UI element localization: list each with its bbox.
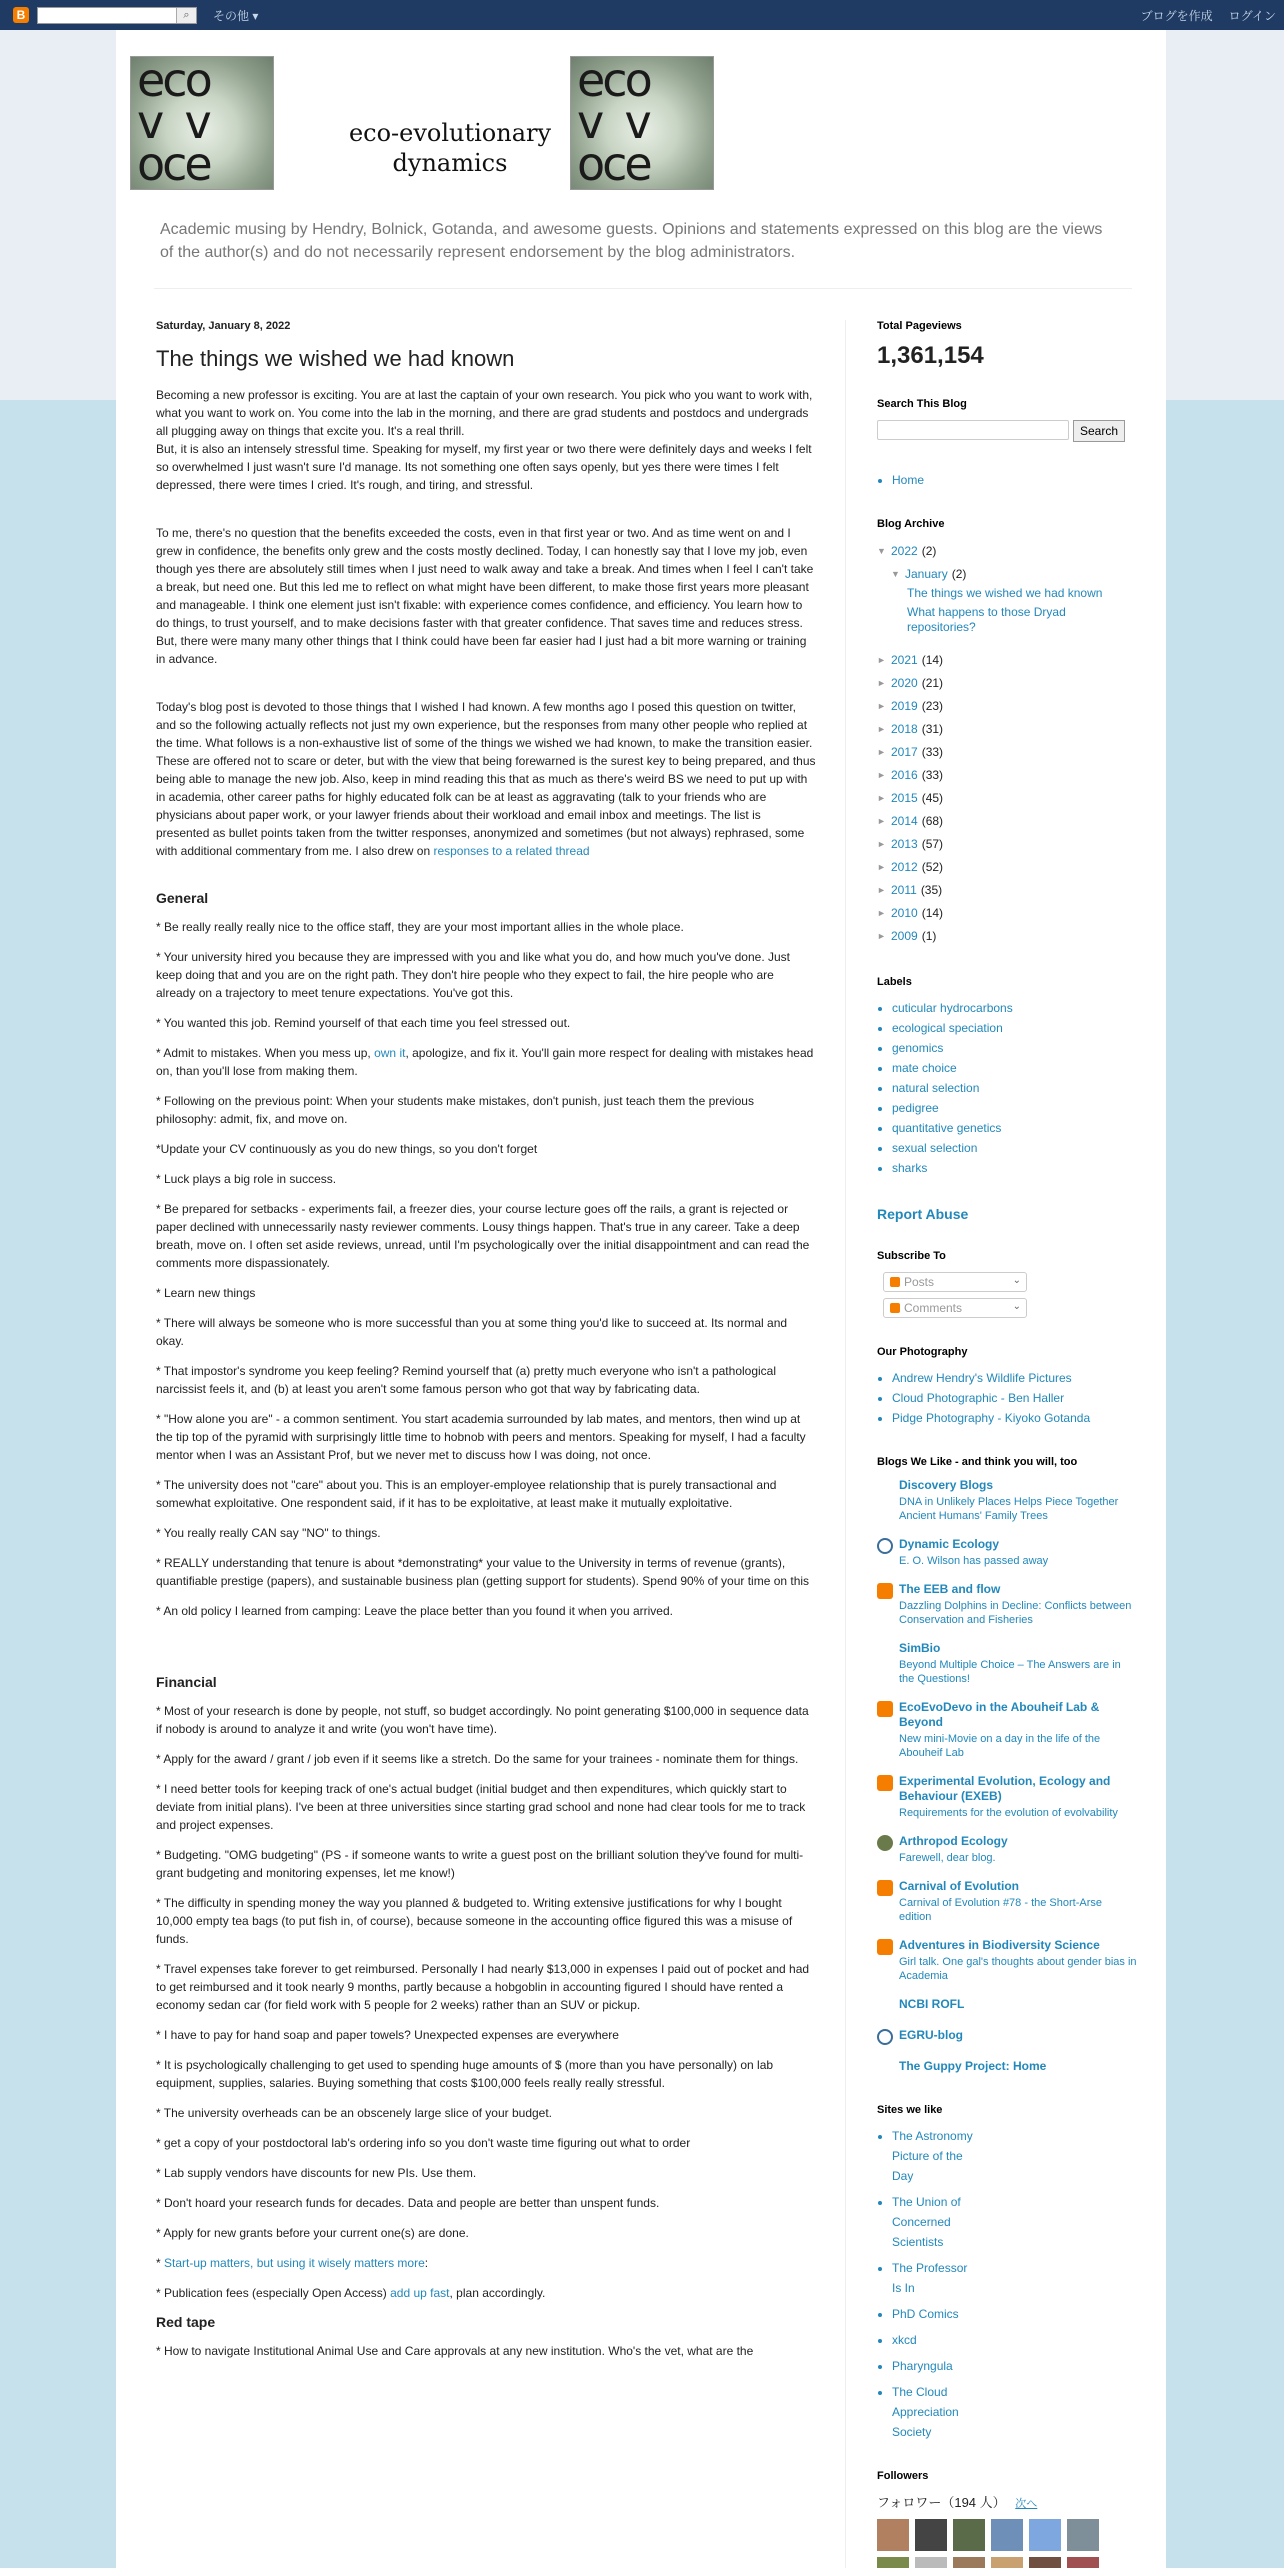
archive-count: (14) bbox=[921, 906, 944, 920]
followers-count bbox=[877, 2492, 1137, 2511]
widget-title: Search This Blog bbox=[877, 398, 967, 410]
search-button[interactable]: Search bbox=[1073, 420, 1125, 442]
post-paragraph: * Budgeting. "OMG budgeting" (PS - if someone wants to write a guest post on the brilliant solution they've found for multi-grant budgeting and monitoring expenses, let me know!) bbox=[156, 1848, 804, 1880]
post-paragraph: * Be prepared for setbacks - experiments fail, a freezer dies, your course lecture goes off the rails, a grant is rejected or paper declined with unnecessarily nasty reviewer comments. Lousy things happen. That's true in any career. Take a deep breath, move on. I often set aside reviews, unread, until I'm psychologically over the initial disappointment and can read the comments more dispassionately. bbox=[156, 1202, 810, 1270]
widget-title: Labels bbox=[877, 976, 912, 988]
post-paragraph: * You wanted this job. Remind yourself of that each time you feel stressed out. bbox=[156, 1016, 571, 1030]
post-paragraph: * I need better tools for keeping track of one's actual budget (initial budget and then expenditures, which quickly start to deviate from initial plans). I've been at three universities since starting grad school and none had clear tools for me to track and project expenses. bbox=[156, 1782, 806, 1832]
site-link[interactable]: • The Union of Concerned Scientists bbox=[892, 2192, 977, 2252]
sites-list bbox=[877, 2126, 1137, 2442]
dropdown-label: Comments bbox=[904, 1301, 963, 1315]
blog-title[interactable]: eco-evolutionary dynamics bbox=[348, 119, 552, 177]
post-paragraph bbox=[156, 698, 816, 860]
blog-description: Academic musing by Hendry, Bolnick, Gotanda, and awesome guests. Opinions and statements expressed on this blog are the views of the author(s) and do not necessarily represent endorsement by the blog administrators. bbox=[160, 221, 1103, 261]
archive-year-link[interactable]: 2022 bbox=[891, 544, 918, 558]
blog-search-input[interactable] bbox=[877, 420, 1069, 440]
follower-avatar[interactable] bbox=[991, 2519, 1023, 2551]
site-link[interactable]: • PhD Comics bbox=[892, 2304, 977, 2324]
search-icon[interactable]: ⌕ bbox=[176, 8, 196, 23]
archive-year-link[interactable]: 2011 bbox=[891, 883, 917, 897]
blogger-icon bbox=[877, 1701, 893, 1717]
blog-list-text bbox=[899, 2059, 1046, 2076]
photography-link[interactable]: • Cloud Photographic - Ben Haller bbox=[892, 1388, 1137, 1408]
blog-list-item bbox=[877, 1879, 1137, 1924]
post-paragraph bbox=[156, 2254, 816, 2272]
archive-count: (21) bbox=[921, 676, 944, 690]
blog-list-item bbox=[877, 2059, 1137, 2076]
archive-count: (33) bbox=[921, 745, 944, 759]
blog-latest-post-link[interactable]: Dazzling Dolphins in Decline: Conflicts between Conservation and Fisheries bbox=[899, 1600, 1132, 1626]
blog-list-item bbox=[877, 1997, 1137, 2014]
archive-count: (2) bbox=[951, 567, 967, 581]
collapsed-arrow-icon[interactable]: ► bbox=[877, 908, 886, 918]
add-up-fast-link[interactable]: add up fast bbox=[390, 2286, 450, 2300]
chevron-down-icon: ⌄ bbox=[1012, 1275, 1021, 1286]
sidebar bbox=[877, 320, 1137, 2568]
archive-count: (1) bbox=[921, 929, 937, 943]
post-paragraph: * I have to pay for hand soap and paper towels? Unexpected expenses are everywhere bbox=[156, 2028, 619, 2042]
blog-header bbox=[130, 56, 1146, 204]
post-paragraph: * Your university hired you because they are impressed with you and like what you do, and how much you've done. Just keep doing that and you are on the right path. They don't hire people who they expect to fail, the hire people who are already on a trajectory to meet tenure expectations. You've got this. bbox=[156, 950, 790, 1000]
site-favicon-icon bbox=[877, 1835, 893, 1851]
blog-latest-post-link[interactable]: E. O. Wilson has passed away bbox=[899, 1555, 1049, 1567]
widget-title: Total Pageviews bbox=[877, 320, 962, 332]
follower-avatar[interactable] bbox=[1029, 2557, 1061, 2568]
paragraph-text: , plan accordingly. bbox=[449, 2286, 546, 2300]
paragraph-text: : bbox=[424, 2256, 429, 2270]
archive-count: (57) bbox=[921, 837, 944, 851]
archive-year-link[interactable]: 2014 bbox=[891, 814, 918, 828]
blog-list-text bbox=[899, 1478, 1137, 1523]
blog-list-text bbox=[899, 1997, 964, 2014]
blog-list-text bbox=[899, 1938, 1137, 1983]
blog-latest-post-link[interactable]: Beyond Multiple Choice – The Answers are in the Questions! bbox=[899, 1659, 1121, 1685]
blogger-icon bbox=[877, 1880, 893, 1896]
blogger-icon bbox=[877, 1583, 893, 1599]
photography-link[interactable]: • Andrew Hendry's Wildlife Pictures bbox=[892, 1368, 1137, 1388]
label-link[interactable]: • genomics bbox=[892, 1038, 1137, 1058]
archive-year-link[interactable]: 2016 bbox=[891, 768, 918, 782]
subscribe-comments-dropdown[interactable] bbox=[883, 1298, 1027, 1318]
follower-avatars bbox=[877, 2519, 1137, 2568]
archive-count: (68) bbox=[921, 814, 944, 828]
archive-year-row[interactable] bbox=[877, 718, 1137, 741]
collapsed-arrow-icon[interactable]: ► bbox=[877, 655, 886, 665]
blog-title-link[interactable]: The Guppy Project: Home bbox=[899, 2059, 1047, 2073]
wordpress-icon bbox=[877, 1538, 893, 1554]
archive-year-row[interactable] bbox=[877, 902, 1137, 925]
archive-year-link[interactable]: 2017 bbox=[891, 745, 918, 759]
post-body bbox=[156, 386, 816, 2360]
blog-list-text bbox=[899, 1774, 1137, 1820]
blog-latest-post-link[interactable]: Farewell, dear blog. bbox=[899, 1852, 996, 1864]
column-divider bbox=[845, 320, 846, 2568]
financial-list bbox=[156, 1702, 816, 2242]
follower-avatar[interactable] bbox=[877, 2557, 909, 2568]
startup-link[interactable]: Start-up matters, but using it wisely matters more bbox=[164, 2256, 425, 2270]
expanded-arrow-icon[interactable]: ▼ bbox=[877, 546, 886, 556]
related-thread-link[interactable]: responses to a related thread bbox=[433, 844, 590, 858]
pageviews-widget bbox=[877, 320, 1137, 370]
post-paragraph: * Don't hoard your research funds for decades. Data and people are better than unspent funds. bbox=[156, 2196, 660, 2210]
follower-avatar[interactable] bbox=[877, 2519, 909, 2551]
follower-avatar[interactable] bbox=[1029, 2519, 1061, 2551]
collapsed-arrow-icon[interactable]: ► bbox=[877, 885, 886, 895]
archive-year-row[interactable] bbox=[877, 925, 1137, 948]
labels-widget bbox=[877, 976, 1137, 1178]
archive-year-row[interactable] bbox=[877, 649, 1137, 672]
archive-year-row[interactable] bbox=[877, 810, 1137, 833]
feed-icon bbox=[890, 1277, 900, 1287]
report-abuse-link[interactable]: Report Abuse bbox=[877, 1206, 969, 1222]
post-paragraph: * Learn new things bbox=[156, 1286, 256, 1300]
divider bbox=[154, 288, 1132, 289]
follower-avatar[interactable] bbox=[991, 2557, 1023, 2568]
archive-count: (52) bbox=[921, 860, 944, 874]
blog-title-link[interactable]: SimBio bbox=[899, 1641, 941, 1655]
photography-list bbox=[877, 1368, 1137, 1428]
site-link[interactable]: • The Cloud Appreciation Society bbox=[892, 2382, 977, 2442]
post-paragraph: * There will always be someone who is more successful than you at some thing you'd like to succeed at. Its normal and okay. bbox=[156, 1316, 788, 1348]
sites-widget bbox=[877, 2104, 1137, 2442]
site-link[interactable]: • The Professor Is In bbox=[892, 2258, 977, 2298]
blog-title-link[interactable]: EcoEvoDevo in the Abouheif Lab & Beyond bbox=[899, 1700, 1100, 1729]
archive-year-link[interactable]: 2015 bbox=[891, 791, 918, 805]
blog-latest-post-link[interactable]: DNA in Unlikely Places Helps Piece Together Ancient Humans' Family Trees bbox=[899, 1496, 1119, 1522]
archive-count: (31) bbox=[921, 722, 944, 736]
archive-month-link[interactable]: January bbox=[905, 567, 948, 581]
archive-post-link[interactable]: The things we wished we had known bbox=[907, 586, 1103, 600]
blog-title-link[interactable]: Discovery Blogs bbox=[899, 1478, 994, 1492]
site-link[interactable]: • xkcd bbox=[892, 2330, 977, 2350]
blank-icon bbox=[877, 1642, 893, 1658]
archive-year-link[interactable]: 2010 bbox=[891, 906, 918, 920]
blog-list-text bbox=[899, 1537, 1048, 1568]
followers-widget bbox=[877, 2470, 1137, 2568]
post-paragraph: * It is psychologically challenging to get used to spending huge amounts of $ (more than you have personally) on lab equipment, supplies, salaries. Buying something that costs $100,000 feels really really stressful. bbox=[156, 2058, 774, 2090]
blog-title-link[interactable]: The EEB and flow bbox=[899, 1582, 1001, 1596]
archive-count: (33) bbox=[921, 768, 944, 782]
post-paragraph: * An old policy I learned from camping: Leave the place better than you found it when you arrived. bbox=[156, 1604, 673, 1618]
create-blog-link[interactable]: ブログを作成 bbox=[1140, 9, 1213, 23]
pageview-count: 1,361,154 bbox=[877, 342, 984, 369]
section-heading-general: General bbox=[156, 890, 209, 906]
archive-month-january[interactable] bbox=[877, 563, 1137, 586]
more-menu[interactable]: その他 ▾ bbox=[213, 8, 259, 23]
blog-latest-post-link[interactable]: New mini-Movie on a day in the life of the Abouheif Lab bbox=[899, 1733, 1101, 1759]
archive-count: (2) bbox=[921, 544, 937, 558]
blog-latest-post-link[interactable]: Carnival of Evolution #78 - the Short-Arse edition bbox=[899, 1897, 1102, 1923]
post-paragraph: * How to navigate Institutional Animal Use and Care approvals at any new institution. Who's the vet, what are the bbox=[156, 2344, 754, 2358]
archive-year-link[interactable]: 2019 bbox=[891, 699, 918, 713]
follower-avatar[interactable] bbox=[915, 2519, 947, 2551]
label-link[interactable]: • pedigree bbox=[892, 1098, 1137, 1118]
blog-list-text bbox=[899, 2028, 963, 2045]
collapsed-arrow-icon[interactable]: ► bbox=[877, 747, 886, 757]
blog-list-item bbox=[877, 2028, 1137, 2045]
post-paragraph: * Lab supply vendors have discounts for new PIs. Use them. bbox=[156, 2166, 477, 2180]
search-widget bbox=[877, 398, 1137, 442]
post-paragraph: But, it is also an intensely stressful time. Speaking for myself, my first year or two there were definitely days and weeks I felt so overwhelmed I just wasn't sure I'd manage. Its not something one often says openly, but yes there were times I felt depressed, there were times I cried. It's rough, and tiring, and stressful. bbox=[156, 442, 812, 492]
post-date: Saturday, January 8, 2022 bbox=[156, 320, 291, 332]
archive-count: (35) bbox=[920, 883, 943, 897]
eco-logo-right[interactable] bbox=[570, 56, 714, 190]
section-heading-financial: Financial bbox=[156, 1674, 217, 1690]
blog-latest-post-link[interactable]: Girl talk. One gal's thoughts about gender bias in Academia bbox=[899, 1956, 1137, 1982]
collapsed-arrow-icon[interactable]: ► bbox=[877, 816, 886, 826]
archive-year-row[interactable] bbox=[877, 764, 1137, 787]
labels-list bbox=[877, 998, 1137, 1178]
collapsed-arrow-icon[interactable]: ► bbox=[877, 724, 886, 734]
paragraph-text: , apologize, and fix it. You'll gain more respect for dealing with mistakes head on, than you'll lose from making them. bbox=[156, 1046, 814, 1078]
blog-title-link[interactable]: Carnival of Evolution bbox=[899, 1879, 1020, 1893]
blog-list-item bbox=[877, 1537, 1137, 1568]
blog-list-item bbox=[877, 1582, 1137, 1627]
label-link[interactable]: • sharks bbox=[892, 1158, 1137, 1178]
post-paragraph: * The university overheads can be an obscenely large slice of your budget. bbox=[156, 2106, 553, 2120]
blog-list-text bbox=[899, 1700, 1137, 1760]
blogs-we-like-widget bbox=[877, 1456, 1137, 2076]
blog-title-link[interactable]: Experimental Evolution, Ecology and Behaviour (EXEB) bbox=[899, 1774, 1111, 1803]
blog-title-link[interactable]: EGRU-blog bbox=[899, 2028, 963, 2042]
followers-next-link[interactable]: 次へ bbox=[1015, 2498, 1038, 2510]
blog-list-item bbox=[877, 1938, 1137, 1983]
blank-icon bbox=[877, 2060, 893, 2076]
archive-year-link[interactable]: 2018 bbox=[891, 722, 918, 736]
archive-year-row[interactable] bbox=[877, 695, 1137, 718]
blog-list-item bbox=[877, 1774, 1137, 1820]
post-paragraph: * Be really really really nice to the office staff, they are your most important allies in the whole place. bbox=[156, 920, 684, 934]
collapsed-arrow-icon[interactable]: ► bbox=[877, 839, 886, 849]
archive-year-row[interactable] bbox=[877, 741, 1137, 764]
pages-widget bbox=[877, 470, 1137, 490]
post-paragraph: * The difficulty in spending money the way you planned & budgeted to. Writing extensive justifications for why I bought 10,000 empty tea bags (to put fish in, of course), because someone in the accounting office figured this was a misuse of funds. bbox=[156, 1896, 793, 1946]
archive-year-link[interactable]: 2013 bbox=[891, 837, 918, 851]
archive-count: (45) bbox=[921, 791, 944, 805]
blog-list-item bbox=[877, 1834, 1137, 1865]
post-paragraph bbox=[156, 2284, 816, 2302]
post-paragraph: *Update your CV continuously as you do new things, so you don't forget bbox=[156, 1142, 538, 1156]
label-link[interactable]: • quantitative genetics bbox=[892, 1118, 1137, 1138]
widget-title: Followers bbox=[877, 2470, 929, 2482]
widget-title: Sites we like bbox=[877, 2104, 943, 2116]
collapsed-arrow-icon[interactable]: ► bbox=[877, 701, 886, 711]
blogger-icon bbox=[877, 1775, 893, 1791]
post-paragraph: * Most of your research is done by people, not stuff, so budget accordingly. No point generating $100,000 in sequence data if nobody is around to analyze it and write (you won't have time). bbox=[156, 1704, 809, 1736]
archive-year-link[interactable]: 2009 bbox=[891, 929, 918, 943]
follower-avatar[interactable] bbox=[953, 2519, 985, 2551]
post-paragraph: * Following on the previous point: When your students make mistakes, don't punish, just teach them the previous philosophy: admit, fix, and move on. bbox=[156, 1094, 754, 1126]
paragraph-text: Today's blog post is devoted to those things that I wished I had known. A few months ago I posed this question on twitter, and so the following actually reflects not just my own experience, but the responses from many other people who replied at the time. What follows is a non-exhaustive list of some of the things we wished we had known, to make the transition easier. These are offered not to scare or deter, but with the view that being forewarned is the surest key to being prepared, and thus being able to manage the new job. Also, keep in mind reading this that as much as there's weird BS we need to put up with in academia, other career paths for highly educated folk can be at least as aggravating (talk to your friends who are physicians about paper work, or your lawyer friends about their workload and email inbox and meetings. The list is presented as bullet points taken from the twitter responses, anonymized and sometimes (but not always) rephrased, some with additional commentary from me. I also drew on bbox=[156, 700, 816, 858]
archive-year-row[interactable] bbox=[877, 833, 1137, 856]
wordpress-icon bbox=[877, 2029, 893, 2045]
collapsed-arrow-icon[interactable]: ► bbox=[877, 793, 886, 803]
main-column bbox=[156, 320, 816, 2372]
archive-year-link[interactable]: 2012 bbox=[891, 860, 918, 874]
feed-icon bbox=[890, 1303, 900, 1313]
blogger-navbar bbox=[0, 0, 1284, 30]
more-menu-label: その他 bbox=[213, 8, 250, 23]
archive-year-list bbox=[877, 649, 1137, 948]
blog-list-item bbox=[877, 1700, 1137, 1760]
post-paragraph: * REALLY understanding that tenure is about *demonstrating* your value to the University in terms of revenue (grants), quantifiable prestige (papers), and sustainable business plan (getting support for students). Spend 90% of your time on this bbox=[156, 1556, 810, 1588]
blank-icon bbox=[877, 1998, 893, 2014]
blog-title-link[interactable]: NCBI ROFL bbox=[899, 1997, 965, 2011]
blog-title-link[interactable]: Arthropod Ecology bbox=[899, 1834, 1008, 1848]
blog-list-text bbox=[899, 1582, 1137, 1627]
blogger-logo-icon[interactable]: B bbox=[13, 7, 29, 23]
archive-year-row[interactable] bbox=[877, 856, 1137, 879]
blog-list-text bbox=[899, 1834, 1008, 1865]
logo-text: eco v v oce bbox=[137, 56, 210, 190]
label-link[interactable]: • natural selection bbox=[892, 1078, 1137, 1098]
widget-title: Blogs We Like - and think you will, too bbox=[877, 1456, 1078, 1468]
blog-list-text bbox=[899, 1641, 1137, 1686]
site-link[interactable]: • Pharyngula bbox=[892, 2356, 977, 2376]
archive-post-list bbox=[877, 586, 1137, 635]
blog-title-link[interactable]: Adventures in Biodiversity Science bbox=[899, 1938, 1100, 1952]
collapsed-arrow-icon[interactable]: ► bbox=[877, 862, 886, 872]
logo-text: eco v v oce bbox=[577, 56, 650, 190]
archive-count: (14) bbox=[921, 653, 944, 667]
collapsed-arrow-icon[interactable]: ► bbox=[877, 678, 886, 688]
label-link[interactable]: • cuticular hydrocarbons bbox=[892, 998, 1137, 1018]
widget-title: Blog Archive bbox=[877, 518, 945, 530]
blog-list-item bbox=[877, 1478, 1137, 1523]
label-link[interactable]: • sexual selection bbox=[892, 1138, 1137, 1158]
paragraph-text: * Admit to mistakes. When you mess up, bbox=[156, 1046, 375, 1060]
post-paragraph bbox=[156, 1044, 816, 1080]
own-it-link[interactable]: own it bbox=[374, 1046, 406, 1060]
follower-avatar[interactable] bbox=[915, 2557, 947, 2568]
post-paragraph: * The university does not "care" about you. This is an employer-employee relationship that is purely transactional and somewhat exploitative. One respondent said, if it has to be exploitative, at least make it mutually exploitative. bbox=[156, 1478, 777, 1510]
chevron-down-icon: ⌄ bbox=[1012, 1301, 1021, 1312]
blogger-icon bbox=[877, 1939, 893, 1955]
archive-year-2022[interactable] bbox=[877, 540, 1137, 563]
archive-year-row[interactable] bbox=[877, 879, 1137, 902]
paragraph-text: * bbox=[156, 2256, 165, 2270]
blog-latest-post-link[interactable]: Requirements for the evolution of evolvability bbox=[899, 1807, 1118, 1819]
follower-avatar[interactable] bbox=[953, 2557, 985, 2568]
photography-link[interactable]: • Pidge Photography - Kiyoko Gotanda bbox=[892, 1408, 1137, 1428]
post-paragraph: * Apply for the award / grant / job even if it seems like a stretch. Do the same for your trainees - nominate them for things. bbox=[156, 1752, 799, 1766]
subscribe-widget bbox=[877, 1250, 1137, 1318]
post-paragraph: * Travel expenses take forever to get reimbursed. Personally I had nearly $13,000 in expenses I paid out of pocket and had to get reimbursed and it took nearly 9 months, partly because a hobgoblin in accounting figured I should have rented a economy sedan car (for field work with 5 people for 2 weeks) rather than an SUV or pickup. bbox=[156, 1962, 810, 2012]
archive-year-link[interactable]: 2020 bbox=[891, 676, 918, 690]
post-paragraph: * You really really CAN say "NO" to things. bbox=[156, 1526, 381, 1540]
widget-title: Subscribe To bbox=[877, 1250, 946, 1262]
archive-year-link[interactable]: 2021 bbox=[891, 653, 918, 667]
follower-avatar[interactable] bbox=[1067, 2557, 1099, 2568]
report-abuse-widget bbox=[877, 1206, 1137, 1222]
post-paragraph: Becoming a new professor is exciting. You are at last the captain of your own research. You pick who you want to work with, what you want to work on. You come into the lab in the morning, and there are grad students and postdocs and undergrads all plugging away on things that excite you. It's a real thrill. bbox=[156, 388, 813, 438]
general-list bbox=[156, 918, 816, 1620]
post-paragraph: * get a copy of your postdoctoral lab's ordering info so you don't waste time figuring out what to order bbox=[156, 2136, 691, 2150]
post-paragraph: * That impostor's syndrome you keep feeling? Remind yourself that (a) pretty much everyone who isn't a pathological narcissist feels it, and (b) at least you aren't some famous person who got that way by fabricating data. bbox=[156, 1364, 777, 1396]
label-link[interactable]: • ecological speciation bbox=[892, 1018, 1137, 1038]
collapsed-arrow-icon[interactable]: ► bbox=[877, 770, 886, 780]
site-link[interactable]: • The Astronomy Picture of the Day bbox=[892, 2126, 977, 2186]
post-title[interactable]: The things we wished we had known bbox=[156, 346, 515, 371]
blog-container bbox=[116, 30, 1166, 2568]
followers-label: フォロワー（194 人） bbox=[877, 2495, 1006, 2510]
home-link[interactable]: • Home bbox=[892, 470, 1137, 490]
navbar-search-input[interactable] bbox=[37, 7, 197, 24]
label-link[interactable]: • mate choice bbox=[892, 1058, 1137, 1078]
post-paragraph: * Luck plays a big role in success. bbox=[156, 1172, 337, 1186]
follower-avatar[interactable] bbox=[1067, 2519, 1099, 2551]
archive-year-row[interactable] bbox=[877, 787, 1137, 810]
archive-post-link[interactable]: What happens to those Dryad repositories? bbox=[907, 605, 1066, 634]
blog-archive-widget bbox=[877, 518, 1137, 948]
archive-year-row[interactable] bbox=[877, 672, 1137, 695]
post-paragraph: To me, there's no question that the benefits exceeded the costs, even in that first year or two. And as time went on and I grew in confidence, the benefits only grew and the costs mostly declined. Today, I can honestly say that I love my job, even though yes there are absolutely still times when I just need to walk away and take a break. And times when I feel I can't take a break, but need one. But this led me to reflect on what might have been different, to make those first years more pleasant and manageable. I think one element just isn't fixable: with experience comes confidence, and efficiency. You learn how to do things, to trust yourself, and to make decisions faster with that greater confidence. That saves time and reduces stress. But, there were many many other things that I think could have been far easier had I just had a bit more warning or training in advance. bbox=[156, 526, 814, 666]
widget-title: Our Photography bbox=[877, 1346, 968, 1358]
photography-widget bbox=[877, 1346, 1137, 1428]
eco-logo-left[interactable] bbox=[130, 56, 274, 190]
post-paragraph: * Apply for new grants before your current one(s) are done. bbox=[156, 2226, 469, 2240]
login-link[interactable]: ログイン bbox=[1228, 9, 1276, 23]
collapsed-arrow-icon[interactable]: ► bbox=[877, 931, 886, 941]
blog-list-item bbox=[877, 1641, 1137, 1686]
dropdown-label: Posts bbox=[904, 1275, 935, 1289]
expanded-arrow-icon[interactable]: ▼ bbox=[891, 569, 900, 579]
subscribe-posts-dropdown[interactable] bbox=[883, 1272, 1027, 1292]
blog-list-text bbox=[899, 1879, 1137, 1924]
section-heading-red-tape: Red tape bbox=[156, 2314, 216, 2330]
archive-count: (23) bbox=[921, 699, 944, 713]
blog-list bbox=[877, 1478, 1137, 2076]
paragraph-text: * Publication fees (especially Open Access) bbox=[156, 2286, 391, 2300]
post-paragraph: * "How alone you are" - a common sentiment. You start academia surrounded by lab mates, and mentors, then wind up at the tip top of the pyramid with surprisingly little time to hobnob with peers and mentors. Speaking for myself, I had a faculty mentor when I was an Assistant Prof, but we never met to discuss how I was doing, not once. bbox=[156, 1412, 806, 1462]
blank-icon bbox=[877, 1479, 893, 1495]
blog-title-link[interactable]: Dynamic Ecology bbox=[899, 1537, 1000, 1551]
